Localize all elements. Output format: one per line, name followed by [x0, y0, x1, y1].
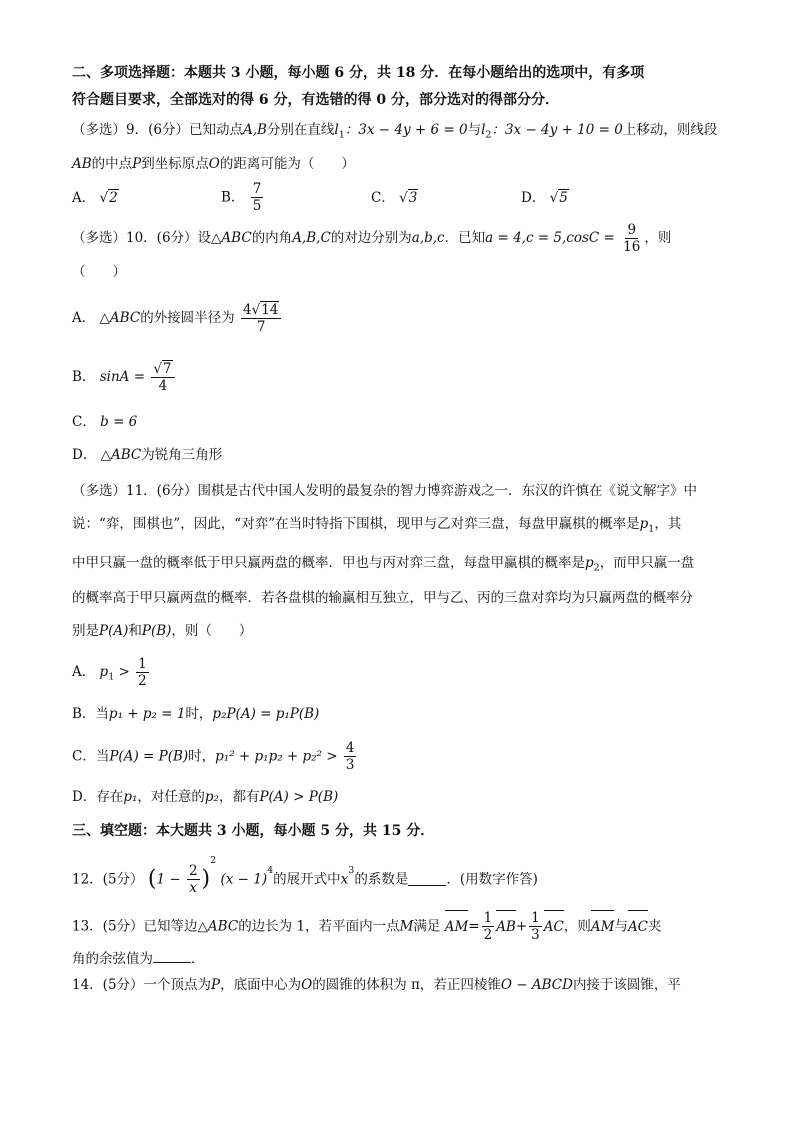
- q10-option-a-label: A．: [72, 310, 96, 326]
- q12-text: 的展开式中: [273, 871, 341, 888]
- q11-option-b-cond: p₁ + p₂ = 1: [108, 706, 186, 722]
- q11-option-a-gt: >: [114, 664, 135, 680]
- q11-p-sub: 1: [648, 523, 655, 535]
- q9-prefix: （多选）9．(6分）已知动点: [72, 122, 243, 138]
- question-11-line-3: [72, 554, 694, 578]
- question-9-line-1: [72, 121, 717, 145]
- q13-fraction-2: [529, 910, 542, 943]
- q10-prefix: （多选）10．(6分）设: [72, 230, 212, 246]
- q11-option-c-fraction: [344, 740, 357, 773]
- q14-text-3: 的圆锥的体积为 π，若正四棱锥: [312, 977, 501, 993]
- vector-arrow-icon: [591, 910, 615, 911]
- q13-answer-blank[interactable]: [153, 950, 191, 963]
- q11-option-a-fraction: [136, 656, 149, 689]
- q11-option-c: [72, 740, 358, 773]
- q9-option-b-fraction: [251, 181, 264, 214]
- q10-option-c-expr: b = 6: [100, 414, 138, 430]
- section-3-heading: 三、填空题：本大题共 3 小题，每小题 5 分，共 15 分．: [72, 823, 435, 839]
- vector-am: [445, 918, 469, 936]
- q9-option-a: [72, 189, 119, 207]
- q13-and: 与: [614, 918, 628, 935]
- q11-option-d-text: ，对任意的: [137, 789, 205, 805]
- q10-option-d-text: 为锐角三角形: [141, 447, 223, 463]
- fraction-denominator: 2: [483, 927, 493, 943]
- q13-text: 的边长为 1，若平面内一点: [238, 918, 400, 935]
- q14-text-2: ，底面中心为: [220, 977, 302, 993]
- q10-option-c: [72, 413, 137, 431]
- q11-text-2: ，其: [654, 516, 682, 532]
- q14-pyramid: O − ABCD: [500, 977, 573, 993]
- q13-ab: AB: [496, 918, 516, 935]
- question-14: [72, 976, 681, 994]
- question-10-line-1: [72, 222, 671, 255]
- q9-option-a-label: A．: [72, 190, 96, 206]
- q13-ac-2: AC: [627, 918, 649, 935]
- question-12: [72, 852, 538, 896]
- q11-text-5: 别是: [72, 623, 99, 639]
- q10-text-3: ．已知: [444, 230, 486, 246]
- q9-text-4: 的中点: [91, 156, 133, 172]
- q11-option-d-p1: p₁: [123, 789, 138, 805]
- fraction-denominator: 16: [623, 239, 641, 255]
- q10-triangle: △ABC: [211, 230, 252, 246]
- q12-text-2: 的系数是: [354, 871, 409, 888]
- question-13-line-2: [72, 950, 205, 968]
- q12-prefix: 12．(5分）: [72, 871, 144, 888]
- q10-text-2: 的对边分别为: [330, 230, 412, 246]
- q12-x: x: [340, 871, 349, 888]
- q10-option-d-label: D．: [72, 447, 97, 463]
- coefficient: 4: [242, 302, 252, 318]
- q9-segment: AB: [72, 156, 92, 172]
- q9-option-c-value: 3: [408, 190, 418, 206]
- question-13-line-1: [72, 910, 662, 943]
- q9-option-c-label: C．: [371, 190, 395, 206]
- vector-ab: [496, 918, 516, 936]
- q9-equation-2: ：3x − 4y + 10 = 0: [491, 122, 623, 138]
- q9-text-6: 的距离可能为（ ）: [219, 156, 355, 172]
- q9-text-3: 上移动，则线段: [622, 122, 718, 138]
- q10-option-d-triangle: △ABC: [100, 447, 142, 463]
- fraction-denominator: 4: [158, 378, 168, 394]
- q11-option-c-cond: P(A) = P(B): [109, 748, 189, 765]
- fraction-denominator: 7: [256, 319, 266, 335]
- q11-option-b-eq: p₂P(A) = p₁P(B): [212, 706, 320, 722]
- q9-option-a-value: 2: [109, 190, 118, 206]
- q9-points: A,B: [242, 122, 267, 138]
- q11-p2: p: [585, 555, 594, 571]
- q9-l1-sub: 1: [338, 129, 345, 141]
- q12-binomial-exponent: 4: [267, 865, 274, 876]
- vector-ac-2: [628, 918, 648, 936]
- fraction-denominator: 5: [252, 198, 262, 214]
- q10-answer-paren: （ ）: [72, 264, 126, 280]
- q10-option-a-fraction: [241, 302, 281, 335]
- q10-option-a: [72, 302, 283, 335]
- q10-text-4: ，则: [644, 230, 672, 246]
- vector-arrow-icon: [496, 910, 516, 911]
- q13-fraction-1: [482, 910, 495, 943]
- vector-arrow-icon: [445, 910, 469, 911]
- q9-text: 分别在直线: [266, 122, 335, 138]
- q12-one-minus: 1 −: [156, 871, 181, 888]
- q10-option-b-label: B．: [72, 369, 96, 385]
- q11-option-a-label: A．: [72, 664, 96, 680]
- sqrt-sign: √2: [99, 190, 118, 206]
- question-9-line-2: [72, 155, 355, 173]
- q13-text-2: 满足: [413, 918, 441, 935]
- q9-text-2: 与: [467, 122, 482, 138]
- fraction-denominator: x: [189, 880, 198, 896]
- q11-text-4: ，而甲只赢一盘: [599, 555, 695, 571]
- fraction-numerator: 1: [531, 910, 540, 926]
- vector-arrow-icon: [544, 910, 564, 911]
- vector-arrow-icon: [628, 910, 648, 911]
- section-2-heading-line-2: 符合题目要求，全部选对的得 6 分，有选错的得 0 分，部分选对的得部分分．: [72, 92, 559, 108]
- q12-x-exponent: 3: [348, 865, 355, 876]
- radicand: 7: [162, 361, 172, 377]
- q11-option-c-expr: p₁² + p₁p₂ + p₂² >: [215, 748, 338, 765]
- q11-option-a-sub: 1: [108, 671, 115, 683]
- fraction-numerator: 9: [627, 222, 637, 238]
- q12-answer-blank[interactable]: [408, 873, 446, 886]
- q11-option-b-label: B．当: [72, 706, 109, 722]
- sqrt-sign: √5: [549, 190, 568, 206]
- q9-line-l2: l: [481, 122, 486, 138]
- fraction-numerator: 7: [252, 181, 262, 197]
- q11-option-a: [72, 656, 151, 689]
- fraction-numerator: 1: [483, 910, 493, 926]
- q13-ac: AC: [543, 918, 564, 935]
- q12-binomial: (x − 1): [220, 871, 268, 888]
- q9-equation-1: ：3x − 4y + 6 = 0: [344, 122, 468, 138]
- vector-am-2: [591, 918, 615, 936]
- question-11-line-4: 的概率高于甲只赢两盘的概率．若各盘棋的输赢相互独立，甲与乙、丙的三盘对弈均为只赢两盘的概率分: [72, 590, 693, 606]
- q11-option-d-text-2: ，都有: [218, 789, 260, 805]
- q9-option-c: [371, 189, 418, 207]
- q10-angles: A,B,C: [292, 230, 331, 246]
- fraction-numerator: 2: [188, 863, 198, 879]
- fraction-denominator: 2: [138, 673, 147, 689]
- q9-option-b-label: B．: [221, 189, 245, 206]
- q11-text: 说：“弈，围棋也”，因此，“对弈”在当时特指下围棋，现甲与乙对弈三盘，每盘甲赢棋的概率是: [72, 516, 640, 532]
- q13-point-m: M: [399, 918, 414, 935]
- q11-option-c-label: C．当: [72, 748, 110, 765]
- q10-option-b-fraction: [151, 361, 174, 394]
- q10-condition: a = 4,c = 5,cosC =: [485, 230, 615, 246]
- q13-prefix: 13．(5分）已知等边: [72, 918, 198, 935]
- q11-p2-sub: 2: [593, 562, 600, 574]
- q11-prob-b: P(B): [141, 623, 172, 639]
- q11-option-d-label: D．存在: [72, 789, 124, 805]
- question-11-line-1: （多选）11．(6分）围棋是古代中国人发明的最复杂的智力博弈游戏之一．东汉的许慎在《说文解字》中: [72, 483, 698, 499]
- q14-point-p: P: [211, 977, 221, 993]
- radicand: 14: [261, 302, 279, 318]
- q10-option-a-triangle: △ABC: [99, 310, 141, 326]
- q10-option-d: [72, 446, 222, 464]
- q13-text-4: 夹: [648, 918, 662, 935]
- q11-text-6: ，则（ ）: [171, 623, 253, 639]
- q9-point-p: P: [132, 156, 142, 172]
- sqrt-sign: √7: [153, 361, 172, 377]
- q11-option-b: [72, 705, 319, 723]
- right-paren: ): [201, 866, 211, 892]
- q14-point-o: O: [301, 977, 313, 993]
- q10-option-b: [72, 361, 177, 394]
- q9-option-d-value: 5: [559, 190, 568, 206]
- q11-p: p: [639, 516, 649, 532]
- q10-option-a-text: 的外接圆半径为: [140, 310, 235, 326]
- fraction-denominator: 3: [531, 927, 540, 943]
- q10-cos-fraction: [621, 222, 642, 255]
- q13-text-3: ，则: [563, 918, 591, 935]
- sqrt-sign: √3: [399, 190, 418, 206]
- q11-option-a-p: p: [99, 664, 109, 680]
- question-11-line-2: [72, 515, 681, 539]
- q10-option-c-label: C．: [72, 414, 96, 430]
- q11-option-d-ineq: P(A) > P(B): [259, 789, 339, 805]
- fraction-numerator: 1: [138, 656, 147, 672]
- q9-point-o: O: [208, 156, 220, 172]
- q9-option-d-label: D．: [521, 190, 546, 206]
- vector-ac: [544, 918, 564, 936]
- q9-option-b: [221, 181, 265, 214]
- q9-l2-sub: 2: [485, 129, 492, 141]
- q11-option-b-text: 时，: [185, 706, 213, 722]
- q14-text-4: 内接于该圆锥，平: [572, 977, 681, 993]
- q12-fraction: [187, 863, 200, 896]
- q14-text: 14．(5分）一个顶点为: [72, 977, 212, 993]
- q13-eq: =: [468, 918, 480, 935]
- fraction-denominator: 3: [345, 757, 355, 773]
- section-2-heading-line-1: 二、多项选择题：本题共 3 小题，每小题 6 分，共 18 分．在每小题给出的选项中，有多项: [72, 65, 645, 81]
- q13-am-2: AM: [590, 918, 615, 935]
- q10-sides: a,b,c: [411, 230, 445, 246]
- left-paren: (: [147, 866, 157, 892]
- q13-plus: +: [515, 918, 528, 935]
- q9-text-5: 到坐标原点: [141, 156, 209, 172]
- q12-text-3: ．(用数字作答): [446, 871, 538, 888]
- q13-text-5: 角的余弦值为: [72, 951, 153, 967]
- q11-prob-a: P(A): [99, 623, 129, 639]
- q13-am: AM: [444, 918, 469, 935]
- sqrt-sign: √14: [251, 302, 279, 318]
- q11-option-d-p2: p₂: [204, 789, 219, 805]
- q11-text-3: 中甲只赢一盘的概率低于甲只赢两盘的概率．甲也与丙对弈三盘，每盘甲赢棋的概率是: [72, 555, 585, 571]
- q10-text: 的内角: [251, 230, 293, 246]
- q12-outer-exponent: 2: [210, 855, 217, 866]
- q9-option-d: [521, 189, 569, 207]
- fraction-numerator: 4: [345, 740, 355, 756]
- q9-line-l1: l: [334, 122, 339, 138]
- q13-text-6: ．: [191, 951, 205, 967]
- question-11-line-5: [72, 622, 252, 640]
- q11-and: 和: [128, 623, 142, 639]
- q11-option-c-text: 时，: [188, 748, 216, 765]
- q11-option-d: [72, 788, 338, 806]
- q13-triangle: △ABC: [197, 918, 239, 935]
- q10-option-b-expr: sinA =: [99, 369, 146, 385]
